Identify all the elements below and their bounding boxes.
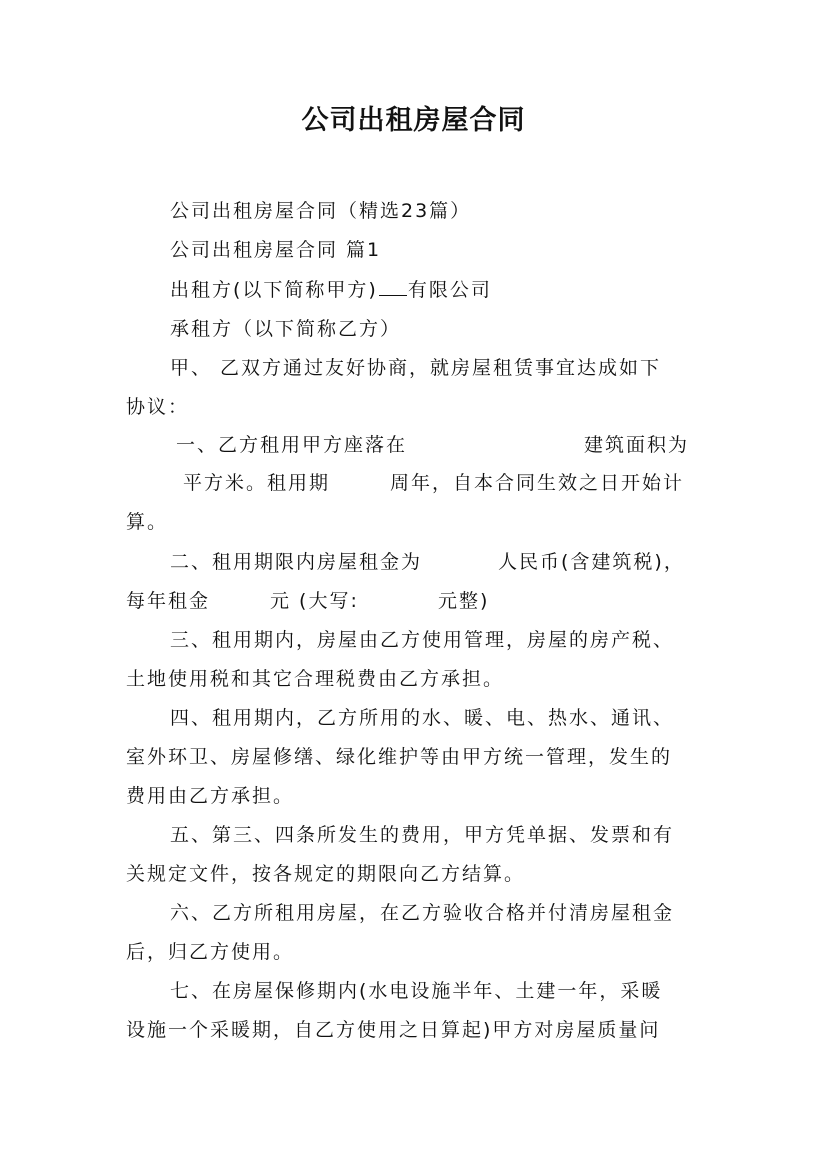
lessor-company-suffix: 有限公司 [407, 279, 492, 301]
clause-1-line-1b: 建筑面积为 [584, 434, 690, 456]
clause-1-line-2a: 平方米。租用期 [183, 472, 331, 494]
clause-2-line-1b: 人民币(含建筑税)， [498, 551, 685, 573]
paragraph-line: 五、第三、四条所发生的费用，甲方凭单据、发票和有 [170, 824, 675, 846]
section-heading: 公司出租房屋合同 篇1 [170, 239, 382, 261]
clause-2-line-1a: 二、租用期限内房屋租金为 [170, 551, 423, 573]
paragraph-line: 四、租用期内，乙方所用的水、暖、电、热水、通讯、 [170, 707, 675, 729]
paragraph-line: 室外环卫、房屋修缮、绿化维护等由甲方统一管理，发生的 [126, 746, 673, 768]
clause-1-line-1a: 一、乙方租用甲方座落在 [176, 434, 408, 456]
lessor-name-blank [379, 279, 407, 296]
lessee-line: 承租方（以下简称乙方） [170, 318, 402, 340]
paragraph-line: 七、在房屋保修期内(水电设施半年、土建一年，采暖 [170, 980, 663, 1002]
paragraph-line: 三、租用期内，房屋由乙方使用管理，房屋的房产税、 [170, 629, 675, 651]
subtitle-line: 公司出租房屋合同（精选23篇） [170, 200, 472, 222]
paragraph-line: 土地使用税和其它合理税费由乙方承担。 [126, 668, 505, 690]
lessor-label: 出租方(以下简称甲方) [170, 279, 378, 301]
clause-1-line-2b: 周年，自本合同生效之日开始计 [390, 472, 685, 494]
lessor-line [170, 276, 492, 304]
clause-2-line-2c: 元整) [438, 590, 490, 612]
paragraph-line: 后，归乙方使用。 [126, 941, 295, 963]
document-title: 公司出租房屋合同 [301, 105, 526, 136]
clause-2-line-2b: 元 (大写: [270, 590, 359, 612]
paragraph-line: 关规定文件，按各规定的期限向乙方结算。 [126, 863, 526, 885]
paragraph-line: 协议： [126, 396, 190, 418]
paragraph-line: 六、乙方所租用房屋，在乙方验收合格并付清房屋租金 [170, 902, 675, 924]
paragraph-line: 设施一个采暖期，自乙方使用之日算起)甲方对房屋质量问 [126, 1019, 661, 1041]
paragraph-line: 甲、 乙双方通过友好协商，就房屋租赁事宜达成如下 [170, 357, 662, 379]
clause-2-line-2a: 每年租金 [126, 590, 211, 612]
clause-1-line-3: 算。 [126, 511, 169, 533]
paragraph-line: 费用由乙方承担。 [126, 785, 295, 807]
